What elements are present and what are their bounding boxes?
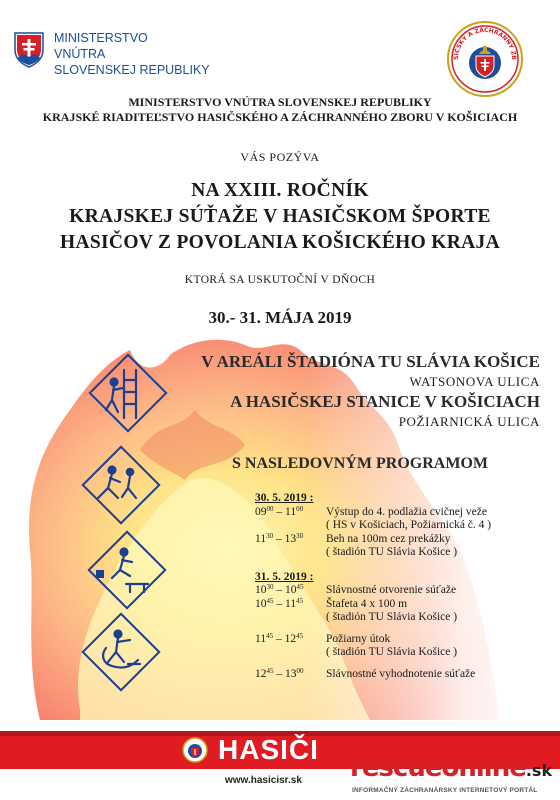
title-line3: HASIČOV Z POVOLANIA KOŠICKÉHO KRAJA xyxy=(60,232,500,253)
program-note-row xyxy=(255,611,545,625)
program-time: $11^{30} - 13^{30}$ xyxy=(255,531,304,545)
program-note: ( štadión TU Slávia Košice ) xyxy=(326,646,458,658)
program-item xyxy=(255,633,545,647)
event-dates: 30.- 31. MÁJA 2019 xyxy=(208,308,352,327)
program-day1: 30. 5. 2019 : xyxy=(255,492,314,504)
rescue-logo-part1: rescue xyxy=(350,753,442,783)
program-desc: Štafeta 4 x 100 m xyxy=(326,597,408,610)
program-item xyxy=(255,506,545,520)
emblem-ring-text: SIČSKÝ A ZÁCHRANNÝ ZB xyxy=(452,26,518,61)
rescue-logo-part3: .sk xyxy=(525,761,553,780)
ministry-logo xyxy=(14,28,214,84)
ministry-logo-line1: MINISTERSTVO xyxy=(54,31,148,45)
program-item xyxy=(255,533,545,547)
organizer-line1: MINISTERSTVO VNÚTRA SLOVENSKEJ REPUBLIKY xyxy=(128,95,432,109)
program-note-row xyxy=(255,646,545,660)
organizer-line2: KRAJSKÉ RIADITEĽSTVO HASIČSKÉHO A ZÁCHRANNÉHO ZBORU V KOŠICIACH xyxy=(42,110,518,124)
program-desc: Výstup do 4. podlažia cvičnej veže xyxy=(326,505,487,518)
program-time: $12^{45} - 13^{00}$ xyxy=(255,666,304,680)
fire-rescue-badge-icon xyxy=(182,737,208,763)
footer-brand: HASIČI xyxy=(218,734,319,765)
venue-line1: V AREÁLI ŠTADIÓNA TU SLÁVIA KOŠICE xyxy=(201,352,540,371)
ministry-logo-line3: SLOVENSKEJ REPUBLIKY xyxy=(54,63,210,77)
program-time: $10^{45} - 11^{45}$ xyxy=(255,596,304,610)
venue-line2: WATSONOVA ULICA xyxy=(409,374,540,389)
fire-attack-icon xyxy=(103,631,140,668)
organizer-header xyxy=(0,95,560,125)
pictogram-group xyxy=(20,330,220,730)
title-line1: NA XXIII. ROČNÍK xyxy=(191,180,369,201)
program-item xyxy=(255,584,545,598)
program-note-row xyxy=(255,519,545,533)
venue-line3: A HASIČSKEJ STANICE V KOŠICIACH xyxy=(230,392,540,411)
venue-line4: POŽIARNICKÁ ULICA xyxy=(398,414,540,429)
invite-text: VÁS POZÝVA xyxy=(240,150,320,164)
program-heading: S NASLEDOVNÝM PROGRAMOM xyxy=(232,455,488,472)
program-note: ( HS v Košiciach, Požiarnická č. 4 ) xyxy=(326,519,492,531)
rescueonline-logo[interactable] xyxy=(350,753,552,783)
program-item xyxy=(255,598,545,612)
slovak-coat-of-arms-icon xyxy=(14,32,44,68)
ladder-climb-icon xyxy=(106,370,136,418)
obstacle-run-icon xyxy=(96,549,148,593)
footer-banner xyxy=(0,731,560,800)
program-time: $09^{00} - 11^{00}$ xyxy=(255,504,304,518)
program-desc: Požiarny útok xyxy=(326,632,391,645)
program-desc: Beh na 100m cez prekážky xyxy=(326,532,451,545)
footer-website-link[interactable]: www.hasicisr.sk xyxy=(225,775,302,786)
program-day2: 31. 5. 2019 : xyxy=(255,570,314,583)
event-subtitle: KTORÁ SA USKUTOČNÍ V DŇOCH xyxy=(184,274,376,286)
program-desc: Slávnostné otvorenie súťaže xyxy=(326,584,457,596)
program-desc: Slávnostné vyhodnotenie súťaže xyxy=(326,667,476,680)
title-line2: KRAJSKEJ SÚŤAŽE V HASIČSKOM ŠPORTE xyxy=(69,206,491,227)
fire-rescue-corps-emblem-icon xyxy=(446,20,524,98)
rescueonline-tagline: INFORMAČNÝ ZÁCHRANÁRSKY INTERNETOVÝ PORTÁL xyxy=(352,787,538,794)
program-schedule xyxy=(255,492,545,681)
program-item xyxy=(255,668,545,682)
program-note: ( štadión TU Slávia Košice ) xyxy=(326,611,458,623)
relay-run-icon xyxy=(98,467,136,499)
rescue-logo-part2: online xyxy=(441,753,526,783)
event-title xyxy=(0,178,560,256)
program-note-row xyxy=(255,546,545,560)
program-time: $11^{45} - 12^{45}$ xyxy=(255,631,304,645)
ministry-logo-line2: VNÚTRA xyxy=(54,47,106,61)
program-note: ( štadión TU Slávia Košice ) xyxy=(326,546,458,558)
program-time: $10^{30} - 10^{45}$ xyxy=(255,583,304,596)
